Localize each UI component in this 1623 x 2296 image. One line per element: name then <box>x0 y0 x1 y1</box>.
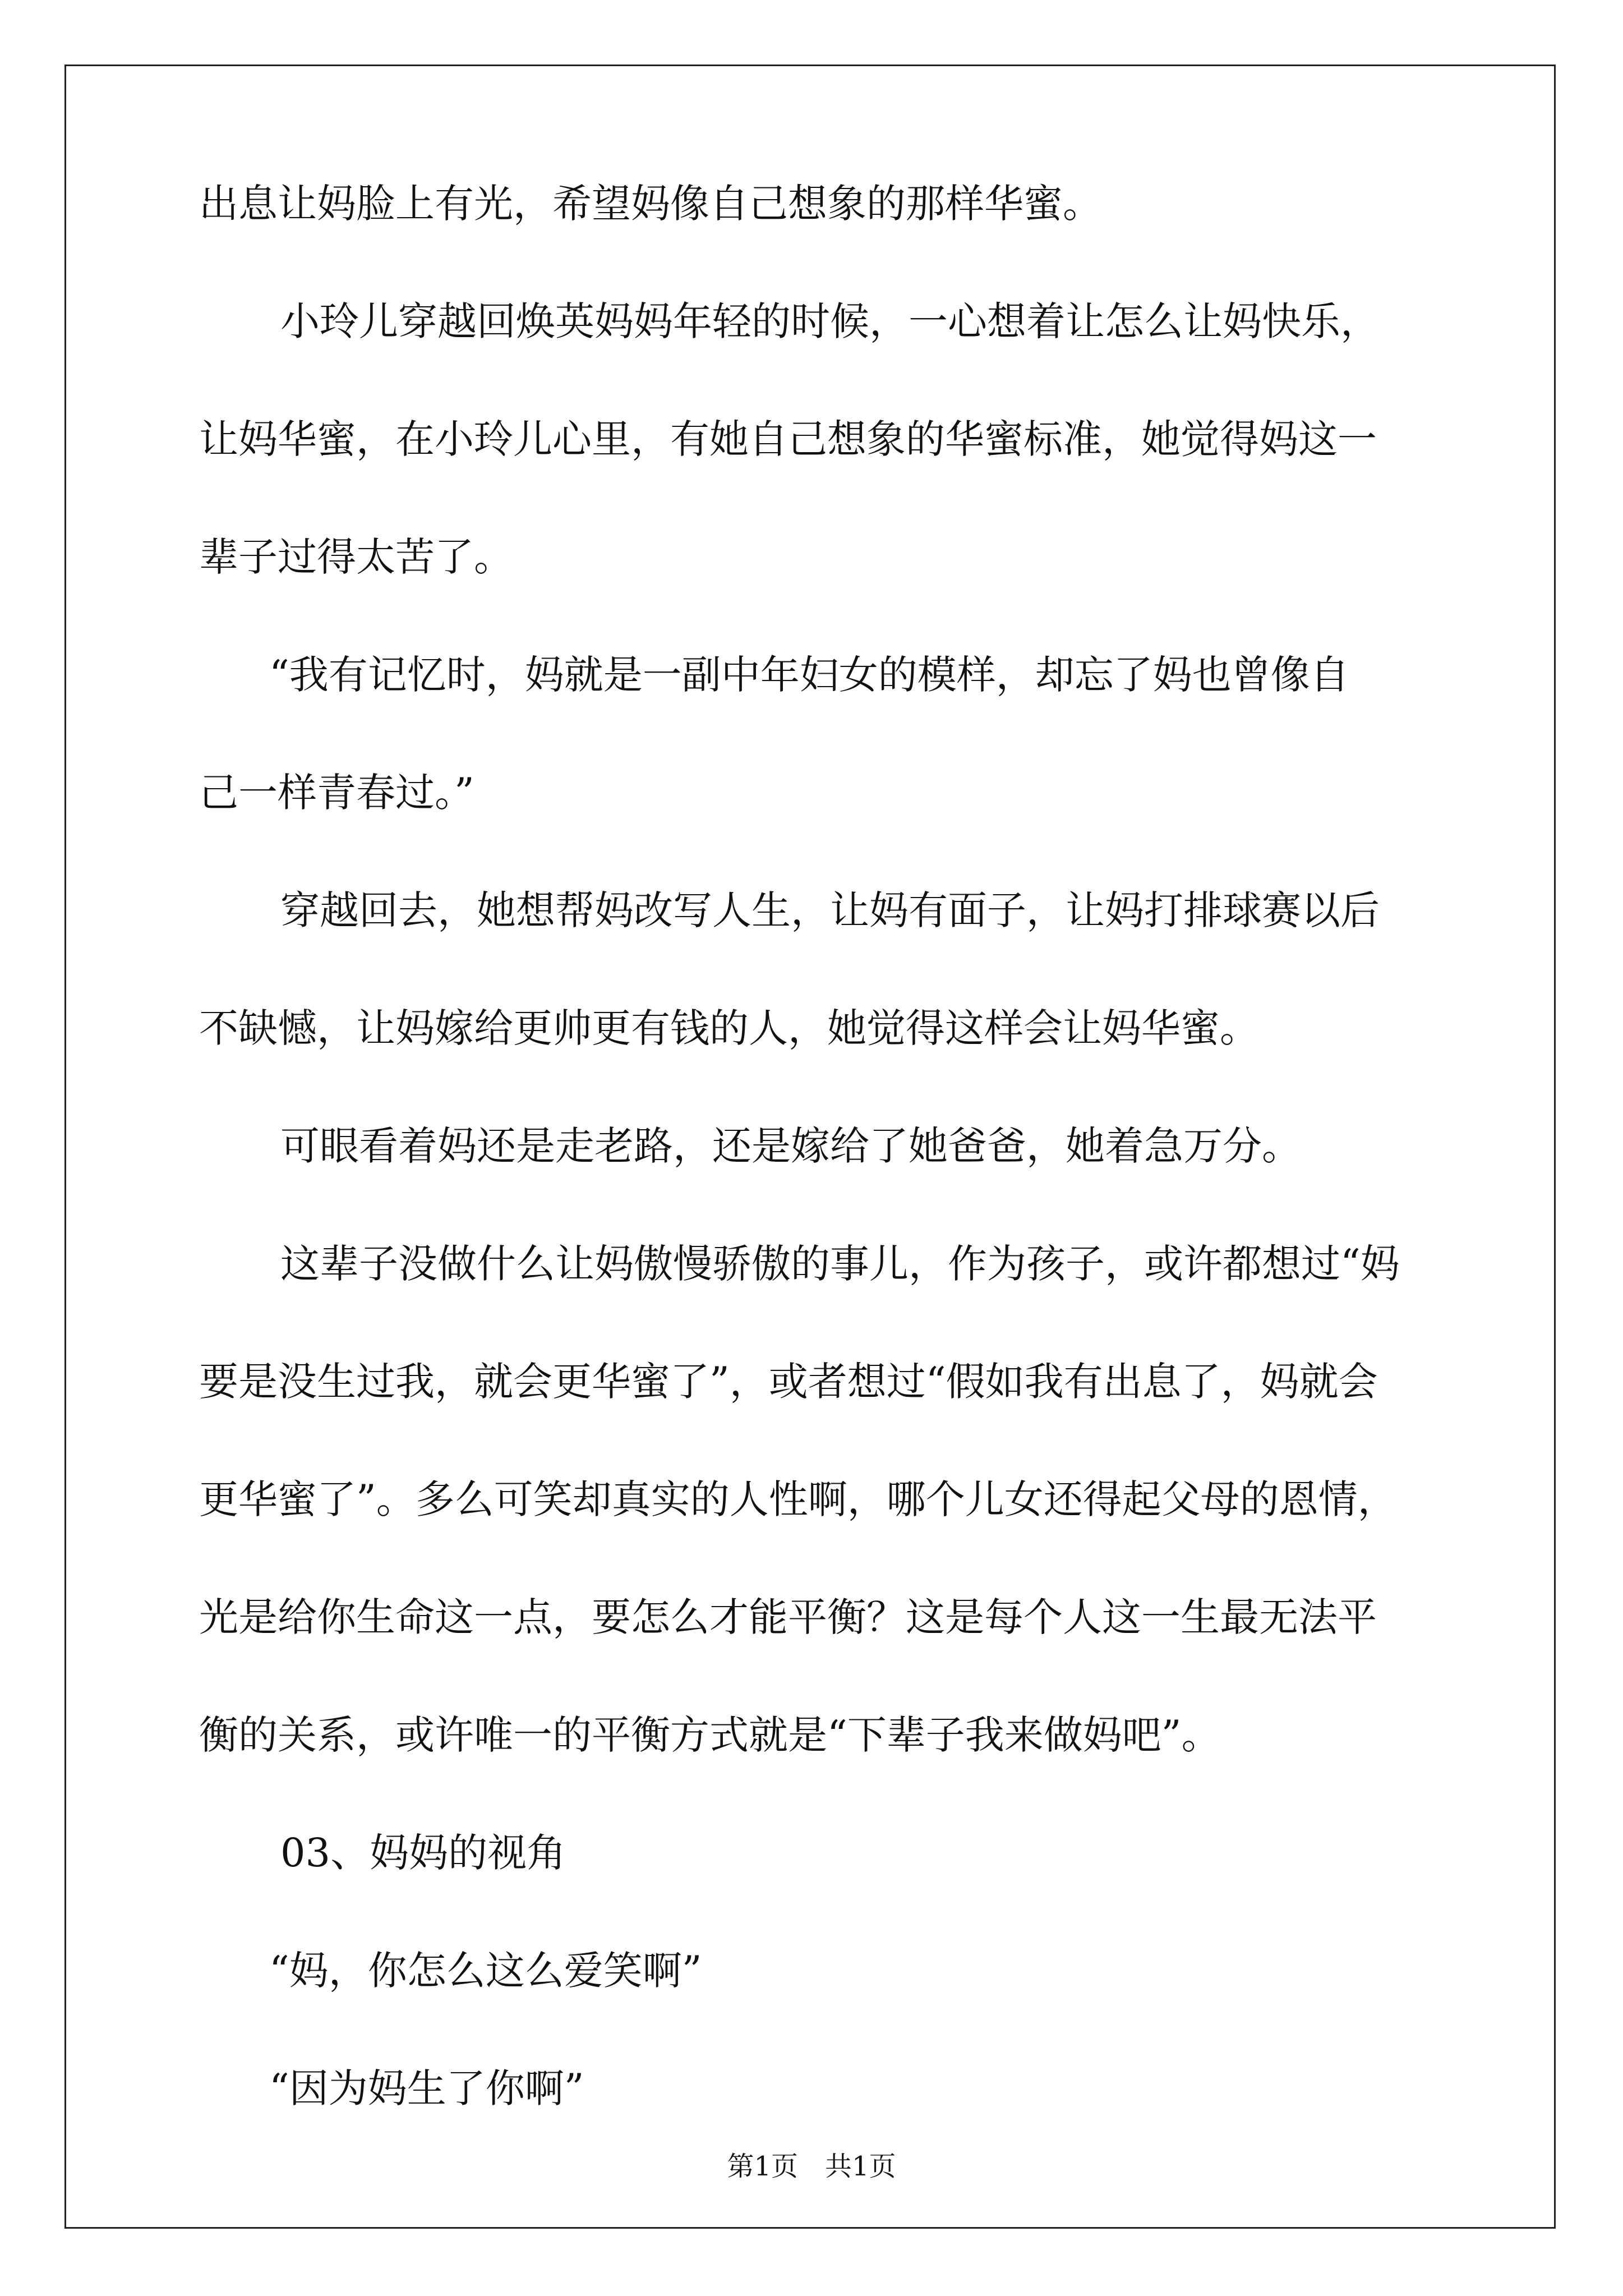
text-line: 要是没生过我，就会更华蜜了”，或者想过“假如我有出息了，妈就会 <box>199 1359 1378 1405</box>
text-line: 己一样青春过。” <box>199 770 474 816</box>
text-line: “妈，你怎么这么爱笑啊” <box>269 1948 702 1994</box>
page-footer: 第1页 共1页 <box>727 2151 896 2182</box>
text-line: 辈子过得太苦了。 <box>199 534 513 580</box>
text-line: 这辈子没做什么让妈傲慢骄傲的事儿，作为孩子，或许都想过“妈 <box>280 1241 1400 1287</box>
text-line: 衡的关系，或许唯一的平衡方式就是“下辈子我来做妈吧”。 <box>199 1712 1221 1758</box>
text-line: 可眼看着妈还是走老路，还是嫁给了她爸爸，她着急万分。 <box>280 1123 1301 1169</box>
text-line: 03、妈妈的视角 <box>280 1830 566 1876</box>
text-line: “我有记忆时，妈就是一副中年妇女的模样，却忘了妈也曾像自 <box>269 652 1349 698</box>
text-line: “因为妈生了你啊” <box>269 2065 584 2111</box>
text-line: 小玲儿穿越回焕英妈妈年轻的时候，一心想着让怎么让妈快乐， <box>280 298 1380 344</box>
document-body <box>199 181 1467 2187</box>
text-line: 穿越回去，她想帮妈改写人生，让妈有面子，让妈打排球赛以后 <box>280 887 1380 933</box>
text-line: 让妈华蜜，在小玲儿心里，有她自己想象的华蜜标准，她觉得妈这一 <box>199 416 1377 462</box>
text-line: 出息让妈脸上有光，希望妈像自己想象的那样华蜜。 <box>199 181 1102 227</box>
text-line: 不缺憾，让妈嫁给更帅更有钱的人，她觉得这样会让妈华蜜。 <box>199 1005 1259 1051</box>
text-line: 光是给你生命这一点，要怎么才能平衡？这是每个人这一生最无法平 <box>199 1594 1377 1640</box>
text-line: 更华蜜了”。多么可笑却真实的人性啊，哪个儿女还得起父母的恩情， <box>199 1476 1397 1522</box>
